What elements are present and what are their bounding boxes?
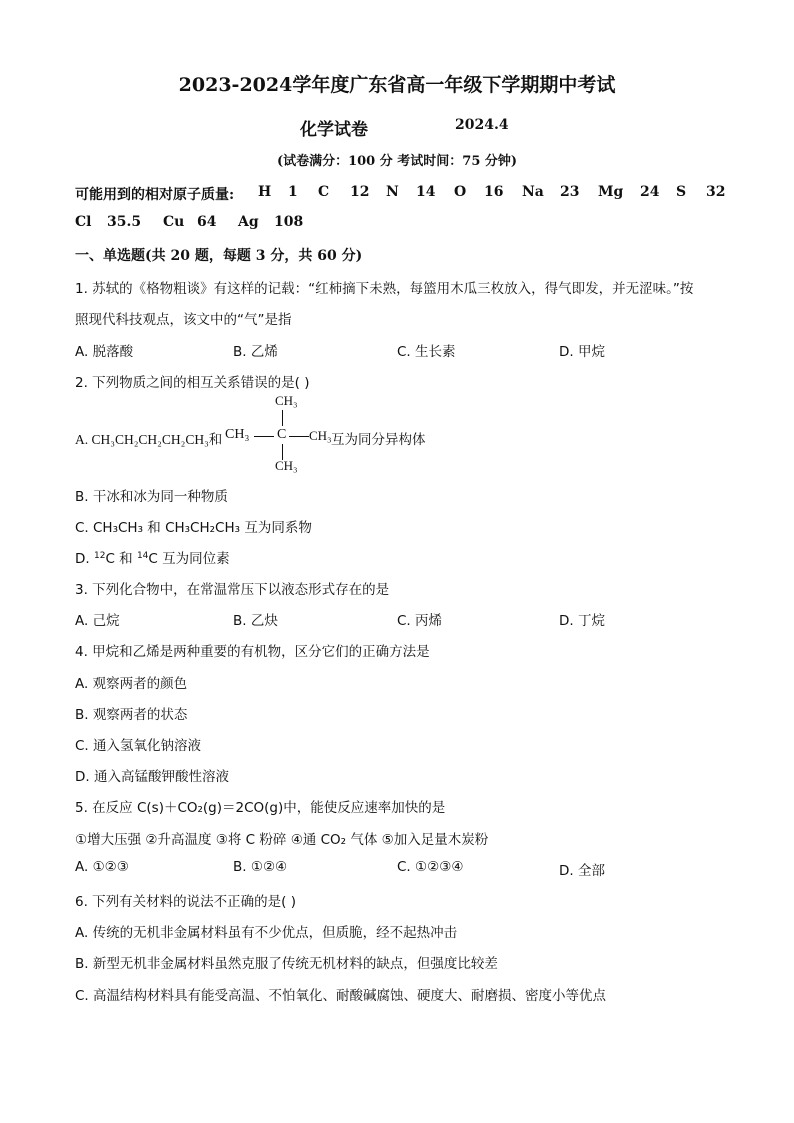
q4-stem: 4. 甲烷和乙烯是两种重要的有机物，区分它们的正确方法是 (75, 644, 430, 660)
q4-option-a: A. 观察两者的颜色 (75, 676, 188, 692)
element-symbol: N (386, 184, 399, 200)
q2-option-d-label: D. (75, 551, 94, 567)
struct-bottom-methyl: CH₃ (275, 458, 298, 473)
q1-option-a: A. 脱落酸 (75, 344, 134, 360)
q3-option-a: A. 己烷 (75, 613, 120, 629)
element-mass: 23 (560, 184, 580, 200)
q5-stem: 5. 在反应 C(s)＋CO₂(g)＝2CO(g)中，能使反应速率加快的是 (75, 800, 446, 816)
q3-option-b: B. 乙炔 (233, 613, 278, 629)
q4-option-d: D. 通入高锰酸钾酸性溶液 (75, 769, 229, 785)
element-mass: 24 (640, 184, 660, 200)
q4-option-c: C. 通入氢氧化钠溶液 (75, 738, 202, 754)
q2-option-a-prefix: A. CH₃CH₂CH₂CH₂CH₃和 (75, 432, 223, 447)
bond-right (289, 436, 309, 437)
element-mass: 108 (274, 214, 304, 230)
q1-stem-line1: 1. 苏轼的《格物粗谈》有这样的记载：“红柿摘下未熟，每篮用木瓜三枚放入，得气即发，并无涩味。”按 (75, 281, 694, 297)
q5-conditions: ①增大压强 ②升高温度 ③将 C 粉碎 ④通 CO₂ 气体 ⑤加入足量木炭粉 (75, 832, 489, 848)
q2-stem: 2. 下列物质之间的相互关系错误的是( ) (75, 375, 310, 391)
element-mass: 32 (706, 184, 726, 200)
q2-option-c: C. CH₃CH₃ 和 CH₃CH₂CH₃ 互为同系物 (75, 520, 312, 536)
struct-left-methyl: CH₃ (225, 427, 250, 442)
q5-option-d: D. 全部 (559, 863, 605, 879)
q2-option-d-mid: C 和 (105, 551, 137, 567)
q3-option-c: C. 丙烯 (397, 613, 443, 629)
element-symbol: H (258, 184, 272, 200)
q2-option-d-end: C 互为同位素 (148, 551, 230, 567)
element-symbol: O (454, 184, 467, 200)
exam-date: 2024.4 (455, 117, 509, 133)
element-mass: 16 (484, 184, 504, 200)
element-mass: 35.5 (107, 214, 142, 230)
q6-option-a: A. 传统的无机非金属材料虽有不少优点，但质脆，经不起热冲击 (75, 925, 458, 941)
q6-option-c: C. 高温结构材料具有能受高温、不怕氧化、耐酸碱腐蚀、硬度大、耐磨损、密度小等优点 (75, 988, 607, 1004)
q2-option-d (75, 547, 230, 567)
element-symbol: Na (522, 184, 544, 200)
q5-option-b: B. ①②④ (233, 859, 288, 875)
struct-top-methyl: CH₃ (275, 393, 298, 408)
element-symbol: Cl (75, 214, 92, 230)
element-mass: 64 (197, 214, 217, 230)
element-mass: 12 (350, 184, 370, 200)
exam-title: 2023-2024学年度广东省高一年级下学期期中考试 (178, 74, 616, 96)
atomic-mass-label: 可能用到的相对原子质量: (75, 187, 235, 203)
element-symbol: S (676, 184, 687, 200)
q1-stem-line2: 照现代科技观点，该文中的“气”是指 (75, 312, 292, 328)
bond-left (254, 436, 274, 437)
isotope-mass-12: 12 (93, 551, 106, 561)
struct-right-methyl: CH₃ (309, 428, 332, 443)
exam-note: (试卷满分：100 分 考试时间：75 分钟) (276, 154, 518, 169)
section-heading: 一、单选题(共 20 题，每题 3 分，共 60 分) (75, 248, 363, 264)
q6-stem: 6. 下列有关材料的说法不正确的是( ) (75, 894, 296, 910)
isotope-mass-14: 14 (136, 551, 149, 561)
q1-option-d: D. 甲烷 (559, 344, 605, 360)
q3-stem: 3. 下列化合物中，在常温常压下以液态形式存在的是 (75, 582, 390, 598)
q2-option-a-suffix: 互为同分异构体 (331, 432, 426, 448)
q1-option-c: C. 生长素 (397, 344, 456, 360)
element-symbol: Mg (598, 184, 624, 200)
element-mass: 14 (416, 184, 436, 200)
q1-option-b: B. 乙烯 (233, 344, 278, 360)
subject-title: 化学试卷 (300, 120, 368, 140)
element-symbol: C (318, 184, 330, 200)
q5-option-c: C. ①②③④ (397, 859, 464, 875)
q4-option-b: B. 观察两者的状态 (75, 707, 188, 723)
element-symbol: Ag (238, 214, 259, 230)
q3-option-d: D. 丁烷 (559, 613, 605, 629)
q2-option-b: B. 干冰和冰为同一种物质 (75, 489, 228, 505)
struct-center-carbon: C (277, 427, 287, 442)
element-symbol: Cu (163, 214, 185, 230)
element-mass: 1 (288, 184, 298, 200)
q5-option-a: A. ①②③ (75, 859, 129, 875)
bond-top (282, 410, 283, 426)
q6-option-b: B. 新型无机非金属材料虽然克服了传统无机材料的缺点，但强度比较差 (75, 956, 498, 972)
atomic-mass-line-1 (75, 184, 725, 204)
